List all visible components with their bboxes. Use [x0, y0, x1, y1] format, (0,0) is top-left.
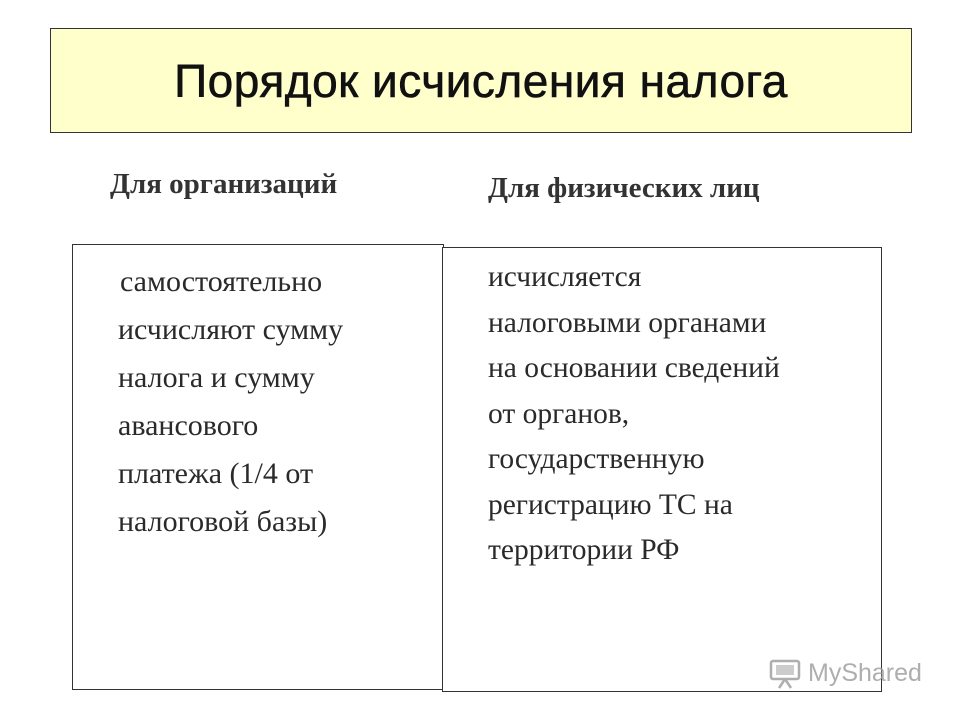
slide-title: Порядок исчисления налога — [174, 54, 788, 107]
title-box — [50, 28, 912, 133]
text-line: налоговой базы) — [118, 505, 328, 538]
organizations-text — [118, 258, 438, 546]
text-line: территории РФ — [488, 534, 680, 566]
text-line: исчисляется — [488, 261, 642, 293]
text-line: на основании сведений — [488, 352, 780, 384]
text-line: государственную — [488, 443, 705, 475]
text-line: авансового — [118, 409, 259, 442]
text-line: от органов, — [488, 397, 630, 430]
text-line: налоговыми органами — [488, 306, 767, 339]
individuals-text — [488, 255, 878, 574]
organizations-box — [72, 244, 444, 690]
column-heading-individuals: Для физических лиц — [488, 172, 760, 204]
text-line: платежа (1/4 от — [118, 457, 314, 490]
projector-icon — [768, 656, 802, 690]
text-line: регистрацию ТС на — [488, 488, 733, 521]
text-line: налога и сумму — [118, 361, 315, 394]
text-line: самостоятельно — [120, 265, 323, 298]
watermark — [768, 656, 922, 690]
watermark-text: MyShared — [808, 658, 922, 687]
column-heading-organizations: Для организаций — [110, 168, 338, 200]
individuals-box — [442, 247, 882, 692]
text-line: исчисляют сумму — [118, 313, 344, 346]
